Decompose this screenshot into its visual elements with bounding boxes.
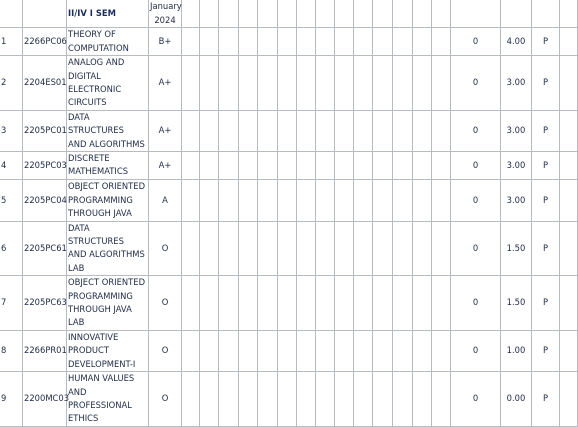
header-empty-cell [278, 0, 297, 28]
empty-cell [200, 179, 219, 221]
empty-cell [200, 56, 219, 111]
empty-cell [393, 56, 413, 111]
subject-name-line: OBJECT ORIENTED [68, 181, 146, 192]
empty-cell [182, 221, 200, 275]
empty-cell [297, 276, 316, 331]
grade-cell: A+ [149, 111, 182, 152]
status-cell: P [532, 221, 560, 275]
empty-cell [182, 111, 200, 152]
empty-cell [413, 111, 432, 152]
empty-cell [354, 372, 373, 427]
empty-cell [219, 372, 239, 427]
header-empty-cell [258, 0, 278, 28]
credits-cell: 1.00 [501, 331, 532, 372]
empty-cell [560, 28, 578, 56]
empty-cell [182, 56, 200, 111]
serial-number-cell: 4 [0, 151, 23, 179]
empty-cell [432, 179, 451, 221]
serial-number-cell: 1 [0, 28, 23, 56]
subject-code-cell: 2205PC01 [23, 111, 67, 152]
marks-cell: 0 [451, 331, 501, 372]
header-empty-cell [451, 0, 501, 28]
empty-cell [200, 221, 219, 275]
subject-name-cell [67, 28, 149, 56]
empty-cell [354, 179, 373, 221]
empty-cell [393, 151, 413, 179]
empty-cell [219, 151, 239, 179]
empty-cell [278, 179, 297, 221]
subject-name-line: THROUGH JAVA [68, 304, 132, 315]
empty-cell [182, 28, 200, 56]
subject-name-line: AND [68, 386, 87, 397]
serial-number-cell: 7 [0, 276, 23, 331]
empty-cell [354, 56, 373, 111]
empty-cell [335, 221, 354, 275]
subject-name-line: PROFESSIONAL [68, 400, 132, 411]
subject-name-cell [67, 56, 149, 111]
empty-cell [200, 331, 219, 372]
empty-cell [560, 179, 578, 221]
marks-cell: 0 [451, 151, 501, 179]
table-row [0, 111, 578, 152]
empty-cell [373, 221, 393, 275]
subject-name-line: MATHEMATICS [68, 166, 129, 177]
grade-cell: O [149, 276, 182, 331]
empty-cell [432, 372, 451, 427]
table-row [0, 221, 578, 275]
subject-code-cell: 2266PC06 [23, 28, 67, 56]
empty-cell [373, 28, 393, 56]
empty-cell [219, 111, 239, 152]
credits-cell: 0.00 [501, 372, 532, 427]
credits-cell: 4.00 [501, 28, 532, 56]
empty-cell [393, 331, 413, 372]
header-empty-cell [182, 0, 200, 28]
empty-cell [278, 56, 297, 111]
credits-cell: 3.00 [501, 151, 532, 179]
empty-cell [393, 372, 413, 427]
empty-cell [316, 221, 335, 275]
grade-cell: A+ [149, 151, 182, 179]
empty-cell [432, 56, 451, 111]
empty-cell [373, 179, 393, 221]
subject-name-line: LAB [68, 262, 85, 273]
empty-cell [393, 179, 413, 221]
empty-cell [560, 331, 578, 372]
table-row [0, 276, 578, 331]
empty-cell [297, 151, 316, 179]
subject-name-cell [67, 111, 149, 152]
empty-cell [560, 56, 578, 111]
empty-cell [297, 28, 316, 56]
credits-cell: 3.00 [501, 111, 532, 152]
subject-name-line: AND ALGORITHMS [68, 138, 145, 149]
subject-name-cell [67, 276, 149, 331]
empty-cell [258, 28, 278, 56]
header-empty-cell [432, 0, 451, 28]
empty-cell [297, 372, 316, 427]
subject-code-cell: 2205PC04 [23, 179, 67, 221]
empty-cell [560, 151, 578, 179]
header-empty-cell [393, 0, 413, 28]
header-empty-cell [239, 0, 258, 28]
serial-number-cell: 9 [0, 372, 23, 427]
subject-name-line: PROGRAMMING [68, 290, 133, 301]
header-empty-cell [501, 0, 532, 28]
empty-cell [413, 28, 432, 56]
credits-cell: 1.50 [501, 221, 532, 275]
status-cell: P [532, 331, 560, 372]
grade-cell: A [149, 179, 182, 221]
empty-cell [316, 28, 335, 56]
table-row [0, 331, 578, 372]
subject-name-cell [67, 151, 149, 179]
empty-cell [278, 372, 297, 427]
header-code-cell [23, 0, 67, 28]
subject-code-cell: 2204ES01 [23, 56, 67, 111]
exam-month: January [150, 1, 182, 12]
empty-cell [560, 276, 578, 331]
empty-cell [182, 331, 200, 372]
empty-cell [239, 221, 258, 275]
empty-cell [432, 151, 451, 179]
subject-name-line: DEVELOPMENT-I [68, 358, 136, 369]
empty-cell [393, 111, 413, 152]
grade-cell: B+ [149, 28, 182, 56]
subject-code-cell: 2266PR01 [23, 331, 67, 372]
subject-name-line: COMPUTATION [68, 42, 129, 53]
subject-name-line: THEORY OF [68, 29, 116, 40]
marks-cell: 0 [451, 276, 501, 331]
empty-cell [354, 331, 373, 372]
empty-cell [393, 28, 413, 56]
subject-name-line: ANALOG AND [68, 57, 125, 68]
header-sno-cell [0, 0, 23, 28]
empty-cell [560, 111, 578, 152]
credits-cell: 3.00 [501, 179, 532, 221]
empty-cell [200, 276, 219, 331]
header-empty-cell [335, 0, 354, 28]
subject-name-line: LAB [68, 317, 85, 328]
header-row [0, 0, 578, 28]
empty-cell [297, 179, 316, 221]
empty-cell [432, 28, 451, 56]
empty-cell [335, 331, 354, 372]
status-cell: P [532, 28, 560, 56]
empty-cell [278, 276, 297, 331]
subject-code-cell: 2200MC03 [23, 372, 67, 427]
empty-cell [258, 221, 278, 275]
header-empty-cell [532, 0, 560, 28]
empty-cell [219, 179, 239, 221]
empty-cell [297, 111, 316, 152]
subject-name-line: HUMAN VALUES [68, 373, 135, 384]
empty-cell [413, 151, 432, 179]
exam-year: 2024 [154, 14, 176, 25]
empty-cell [239, 179, 258, 221]
subject-name-cell [67, 221, 149, 275]
empty-cell [373, 372, 393, 427]
status-cell: P [532, 151, 560, 179]
marks-cell: 0 [451, 179, 501, 221]
empty-cell [219, 276, 239, 331]
empty-cell [258, 179, 278, 221]
header-empty-cell [219, 0, 239, 28]
empty-cell [239, 372, 258, 427]
empty-cell [278, 111, 297, 152]
empty-cell [316, 331, 335, 372]
status-cell: P [532, 111, 560, 152]
empty-cell [335, 56, 354, 111]
empty-cell [182, 372, 200, 427]
empty-cell [354, 111, 373, 152]
empty-cell [373, 56, 393, 111]
empty-cell [278, 331, 297, 372]
marks-cell: 0 [451, 28, 501, 56]
subject-name-line: ETHICS [68, 413, 99, 424]
serial-number-cell: 5 [0, 179, 23, 221]
empty-cell [316, 372, 335, 427]
table-row [0, 56, 578, 111]
table-row [0, 372, 578, 427]
empty-cell [200, 151, 219, 179]
credits-cell: 3.00 [501, 56, 532, 111]
empty-cell [278, 28, 297, 56]
empty-cell [258, 276, 278, 331]
subject-name-cell [67, 179, 149, 221]
empty-cell [239, 151, 258, 179]
empty-cell [413, 372, 432, 427]
empty-cell [354, 28, 373, 56]
empty-cell [258, 111, 278, 152]
status-cell: P [532, 179, 560, 221]
empty-cell [560, 372, 578, 427]
header-empty-cell [354, 0, 373, 28]
status-cell: P [532, 372, 560, 427]
empty-cell [413, 331, 432, 372]
empty-cell [393, 276, 413, 331]
serial-number-cell: 2 [0, 56, 23, 111]
empty-cell [393, 221, 413, 275]
grade-cell: O [149, 331, 182, 372]
empty-cell [219, 28, 239, 56]
empty-cell [432, 111, 451, 152]
empty-cell [297, 331, 316, 372]
subject-code-cell: 2205PC03 [23, 151, 67, 179]
grade-cell: A+ [149, 56, 182, 111]
marks-cell: 0 [451, 221, 501, 275]
table-row [0, 179, 578, 221]
empty-cell [258, 151, 278, 179]
empty-cell [413, 179, 432, 221]
empty-cell [373, 331, 393, 372]
header-empty-cell [316, 0, 335, 28]
empty-cell [413, 221, 432, 275]
header-empty-cell [413, 0, 432, 28]
semester-heading: II/IV I SEM [67, 0, 149, 28]
serial-number-cell: 6 [0, 221, 23, 275]
empty-cell [258, 56, 278, 111]
status-cell: P [532, 276, 560, 331]
credits-cell: 1.50 [501, 276, 532, 331]
empty-cell [432, 331, 451, 372]
empty-cell [200, 28, 219, 56]
serial-number-cell: 3 [0, 111, 23, 152]
subject-name-line: DATA STRUCTURES [68, 112, 124, 136]
subject-name-line: CIRCUITS [68, 97, 107, 108]
marks-cell: 0 [451, 56, 501, 111]
empty-cell [335, 372, 354, 427]
empty-cell [560, 221, 578, 275]
empty-cell [258, 331, 278, 372]
empty-cell [432, 221, 451, 275]
table-row [0, 151, 578, 179]
subject-code-cell: 2205PC63 [23, 276, 67, 331]
marks-cell: 0 [451, 372, 501, 427]
status-cell: P [532, 56, 560, 111]
empty-cell [373, 111, 393, 152]
empty-cell [316, 56, 335, 111]
empty-cell [182, 151, 200, 179]
subject-name-line: THROUGH JAVA [68, 208, 132, 219]
empty-cell [335, 28, 354, 56]
subject-name-cell [67, 372, 149, 427]
empty-cell [239, 111, 258, 152]
empty-cell [354, 221, 373, 275]
empty-cell [200, 372, 219, 427]
empty-cell [373, 151, 393, 179]
empty-cell [239, 56, 258, 111]
empty-cell [278, 221, 297, 275]
empty-cell [219, 221, 239, 275]
empty-cell [239, 276, 258, 331]
empty-cell [316, 179, 335, 221]
empty-cell [354, 151, 373, 179]
empty-cell [335, 276, 354, 331]
header-empty-cell [560, 0, 578, 28]
empty-cell [335, 151, 354, 179]
subject-name-line: DIGITAL [68, 70, 101, 81]
subject-name-line: DISCRETE [68, 153, 110, 164]
empty-cell [316, 151, 335, 179]
header-empty-cell [200, 0, 219, 28]
subject-name-line: INNOVATIVE [68, 332, 119, 343]
subject-name-line: DATA STRUCTURES [68, 222, 124, 247]
grade-cell: O [149, 372, 182, 427]
subject-name-cell [67, 331, 149, 372]
subject-name-line: ELECTRONIC [68, 84, 122, 94]
header-empty-cell [373, 0, 393, 28]
marks-cell: 0 [451, 111, 501, 152]
empty-cell [239, 28, 258, 56]
empty-cell [373, 276, 393, 331]
empty-cell [354, 276, 373, 331]
header-empty-cell [297, 0, 316, 28]
exam-session-heading [149, 0, 182, 28]
empty-cell [335, 111, 354, 152]
empty-cell [297, 221, 316, 275]
subject-name-line: PRODUCT [68, 345, 110, 356]
empty-cell [297, 56, 316, 111]
subject-name-line: PROGRAMMING [68, 194, 133, 205]
grade-cell: O [149, 221, 182, 275]
empty-cell [316, 276, 335, 331]
subject-name-line: OBJECT ORIENTED [68, 277, 146, 288]
empty-cell [182, 276, 200, 331]
empty-cell [239, 331, 258, 372]
subject-name-line: AND ALGORITHMS [68, 249, 145, 260]
empty-cell [200, 111, 219, 152]
empty-cell [219, 56, 239, 111]
empty-cell [219, 331, 239, 372]
empty-cell [258, 372, 278, 427]
table-row [0, 28, 578, 56]
empty-cell [182, 179, 200, 221]
empty-cell [413, 56, 432, 111]
empty-cell [316, 111, 335, 152]
empty-cell [413, 276, 432, 331]
empty-cell [278, 151, 297, 179]
serial-number-cell: 8 [0, 331, 23, 372]
empty-cell [335, 179, 354, 221]
empty-cell [432, 276, 451, 331]
subject-code-cell: 2205PC61 [23, 221, 67, 275]
